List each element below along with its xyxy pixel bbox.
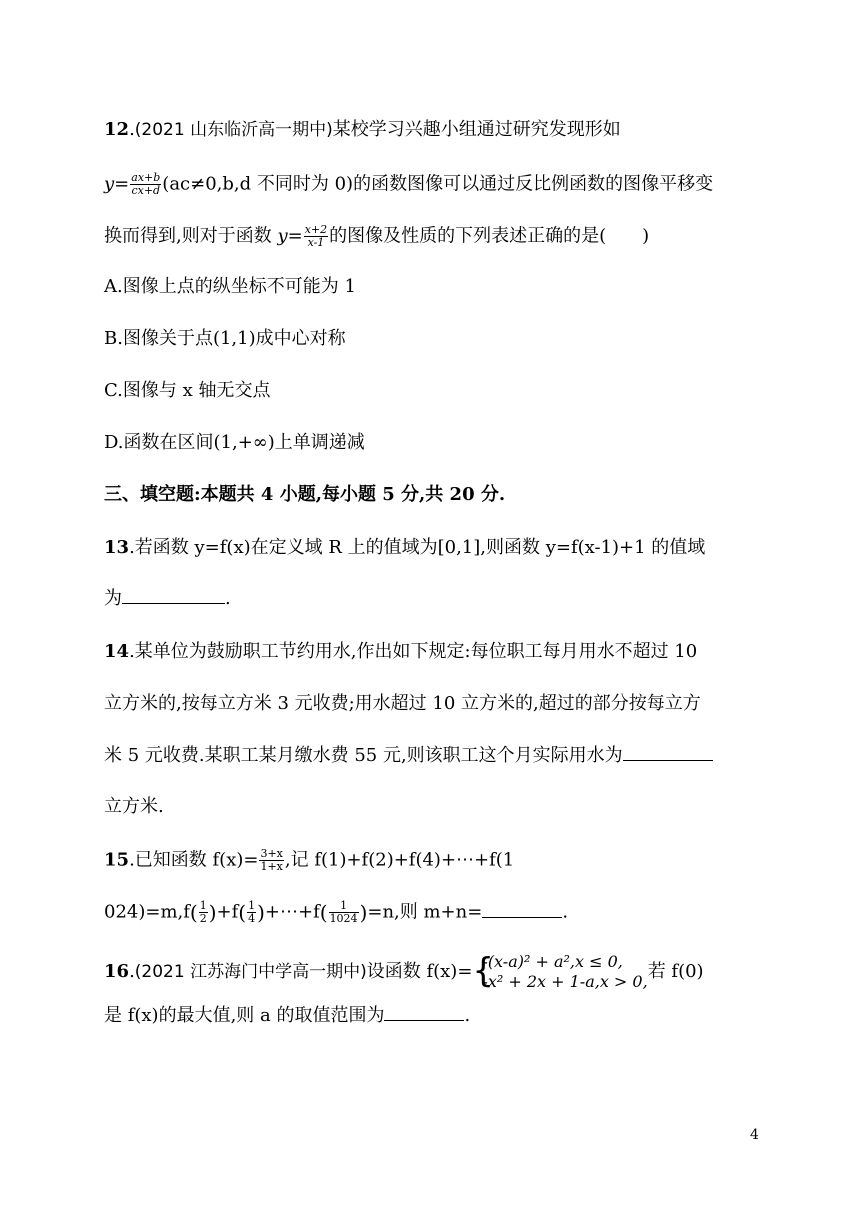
q15-fraction-quarter: $\frac{1}{4}$ — [248, 899, 256, 925]
q16-line2: 是 f(x)的最大值,则 a 的取值范围为 . — [104, 1005, 471, 1026]
q16-piecewise: { -(x-a)² + a²,x ≤ 0, -x² + 2x + 1-a,x > 0, — [472, 951, 648, 991]
q13-answer-blank[interactable] — [122, 587, 225, 604]
q12-line2: y= $\frac{ax+b}{cx+d}$ (ac≠0,b,d 不同时为 0)的函数图像可以通过反比例函数的图像平移变 — [104, 171, 714, 197]
q15-fraction-1024: $\frac{1}{1024}$ — [329, 899, 358, 925]
q12-line3: 换而得到,则对于函数 y= $\frac{x+2}{x-1}$ 的图像及性质的下列表述正确的是( ) — [104, 223, 650, 249]
q16-answer-blank[interactable] — [384, 1004, 464, 1021]
q12-fraction-2: $\frac{x+2}{x-1}$ — [304, 223, 328, 249]
q13-line1: 13.若函数 y=f(x)在定义域 R 上的值域为[0,1],则函数 y=f(x-1)+1 的值域 — [104, 537, 706, 558]
q12-line1: 12.(2021 山东临沂高一期中)某校学习兴趣小组通过研究发现形如 — [104, 119, 621, 140]
q15-fraction: $\frac{3+x}{1+x}$ — [260, 847, 283, 873]
q15-answer-blank[interactable] — [482, 901, 562, 918]
q14-number: 14 — [104, 641, 130, 662]
q13-line2: 为 . — [104, 588, 231, 609]
q14-answer-blank[interactable] — [623, 744, 713, 761]
q12-condition: (ac≠0,b,d 不同时为 0)的函数图像可以通过反比例函数的图像平移变 — [162, 173, 714, 195]
q12-option-b: B.图像关于点(1,1)成中心对称 — [104, 328, 346, 349]
q14-line3: 米 5 元收费.某职工某月缴水费 55 元,则该职工这个月实际用水为 — [104, 744, 770, 768]
brace-icon: { — [472, 951, 495, 991]
q15-line2: 024)=m,f( $\frac{1}{2}$ )+f( $\frac{1}{4}$ )+⋯+f( $\frac{1}{1024}$ )=n,则 m+n= . — [104, 899, 569, 925]
q14-line2: 立方米的,按每立方米 3 元收费;用水超过 10 立方米的,超过的部分按每立方 — [104, 693, 701, 714]
q12-source: (2021 山东临沂高一期中) — [134, 120, 333, 140]
section-heading: 三、填空题:本题共 4 小题,每小题 5 分,共 20 分. — [104, 484, 506, 505]
q12-number: 12 — [104, 119, 130, 140]
q16-source: (2021 江苏海门中学高一期中) — [134, 962, 367, 982]
q15-line1: 15.已知函数 f(x)= $\frac{3+x}{1+x}$ ,记 f(1)+f(2)+f(4)+⋯+f(1 — [104, 847, 515, 873]
q15-number: 15 — [104, 849, 130, 871]
q12-fraction-1: $\frac{ax+b}{cx+d}$ — [131, 171, 161, 197]
q12-option-c: C.图像与 x 轴无交点 — [104, 380, 271, 401]
q12-text: 某校学习兴趣小组通过研究发现形如 — [332, 119, 621, 140]
q12-option-a: A.图像上点的纵坐标不可能为 1 — [104, 276, 356, 297]
q14-line4: 立方米. — [104, 796, 164, 817]
page-number: 4 — [750, 1127, 759, 1143]
q16-line1: 16.(2021 江苏海门中学高一期中)设函数 f(x)= { -(x-a)² + a²,x ≤ 0, -x² + 2x + 1-a,x > 0, 若 f(0) — [104, 951, 704, 991]
q12-option-d: D.函数在区间(1,+∞)上单调递减 — [104, 432, 365, 453]
q16-number: 16 — [104, 961, 130, 982]
q13-number: 13 — [104, 537, 130, 558]
q14-line1: 14.某单位为鼓励职工节约用水,作出如下规定:每位职工每月用水不超过 10 — [104, 641, 698, 662]
q15-fraction-half: $\frac{1}{2}$ — [199, 899, 207, 925]
